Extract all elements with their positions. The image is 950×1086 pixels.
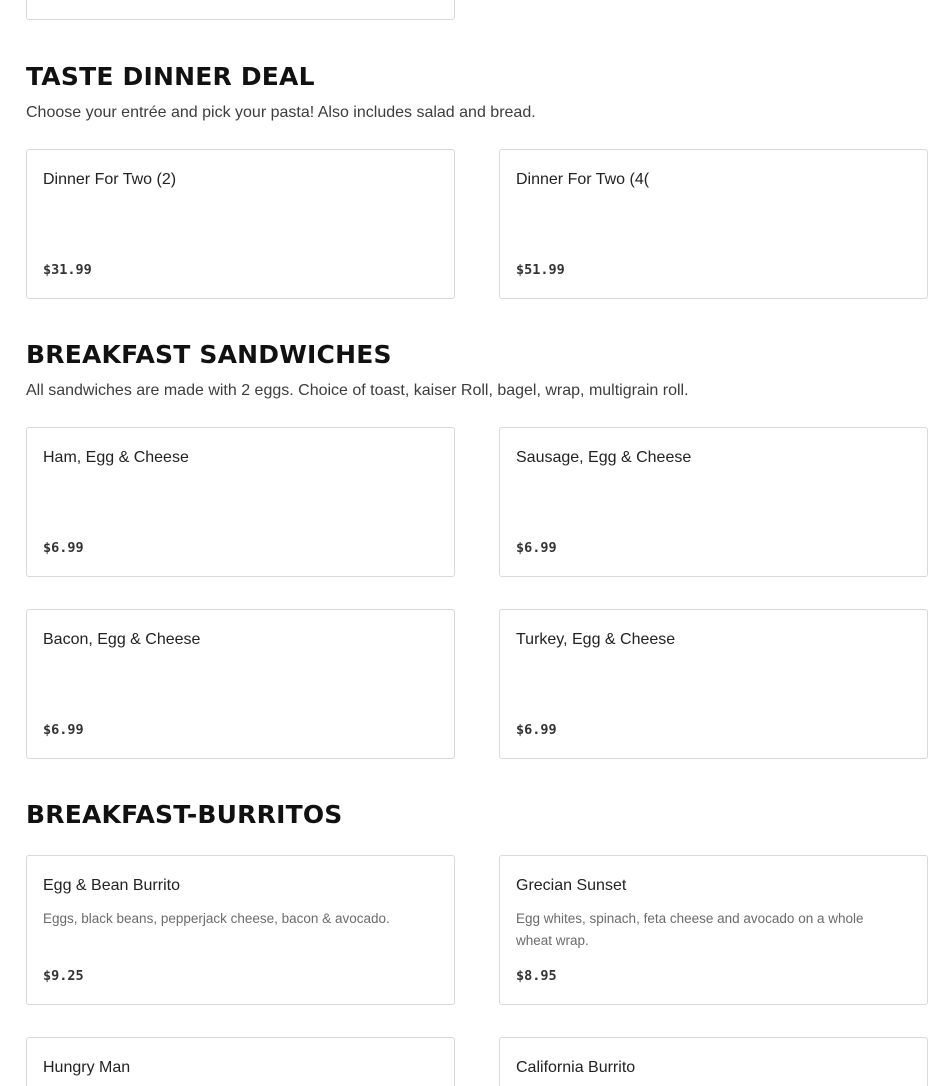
menu-item-price: $8.95 — [516, 968, 557, 984]
menu-item-card[interactable] — [499, 1037, 928, 1086]
menu-item-price: $6.99 — [516, 722, 557, 738]
menu-item-card[interactable] — [26, 1037, 455, 1086]
menu-item-card[interactable] — [499, 609, 928, 759]
menu-item-name: Ham, Egg & Cheese — [43, 449, 189, 466]
section-description: All sandwiches are made with 2 eggs. Choice of toast, kaiser Roll, bagel, wrap, multigrain roll. — [26, 382, 689, 399]
menu-item-price: $9.25 — [43, 968, 84, 984]
menu-item-card[interactable] — [499, 427, 928, 577]
menu-item-card[interactable] — [499, 149, 928, 299]
menu-item-price: $51.99 — [516, 262, 565, 278]
section-title-breakfast-sandwiches: BREAKFAST SANDWICHES — [26, 340, 392, 369]
section-title-breakfast-burritos: BREAKFAST-BURRITOS — [26, 800, 343, 829]
menu-item-price: $6.99 — [43, 722, 84, 738]
menu-item-card[interactable] — [26, 427, 455, 577]
menu-item-name: Bacon, Egg & Cheese — [43, 631, 201, 648]
menu-item-name: Grecian Sunset — [516, 877, 627, 894]
menu-item-description: Egg whites, spinach, feta cheese and avocado on a whole wheat wrap. — [516, 911, 864, 948]
menu-item-name: Dinner For Two (2) — [43, 171, 177, 188]
menu-item-price: $31.99 — [43, 262, 92, 278]
section-title-taste-dinner-deal: TASTE DINNER DEAL — [26, 62, 315, 91]
menu-item-price: $6.99 — [43, 540, 84, 556]
section-description: Choose your entrée and pick your pasta! Also includes salad and bread. — [26, 104, 536, 121]
menu-item-name: Hungry Man — [43, 1059, 131, 1076]
menu-item-card-partial[interactable] — [26, 0, 455, 20]
menu-item-price: $6.99 — [516, 540, 557, 556]
menu-item-card[interactable] — [26, 855, 455, 1005]
menu-item-card[interactable] — [26, 609, 455, 759]
menu-item-name: Sausage, Egg & Cheese — [516, 449, 692, 466]
menu-item-description: Eggs, black beans, pepperjack cheese, bacon & avocado. — [43, 911, 390, 926]
menu-item-name: Dinner For Two (4( — [516, 171, 650, 188]
menu-item-card[interactable] — [499, 855, 928, 1005]
menu-item-name: California Burrito — [516, 1059, 636, 1076]
menu-item-name: Turkey, Egg & Cheese — [516, 631, 676, 648]
menu-item-name: Egg & Bean Burrito — [43, 877, 180, 894]
menu-item-card[interactable] — [26, 149, 455, 299]
